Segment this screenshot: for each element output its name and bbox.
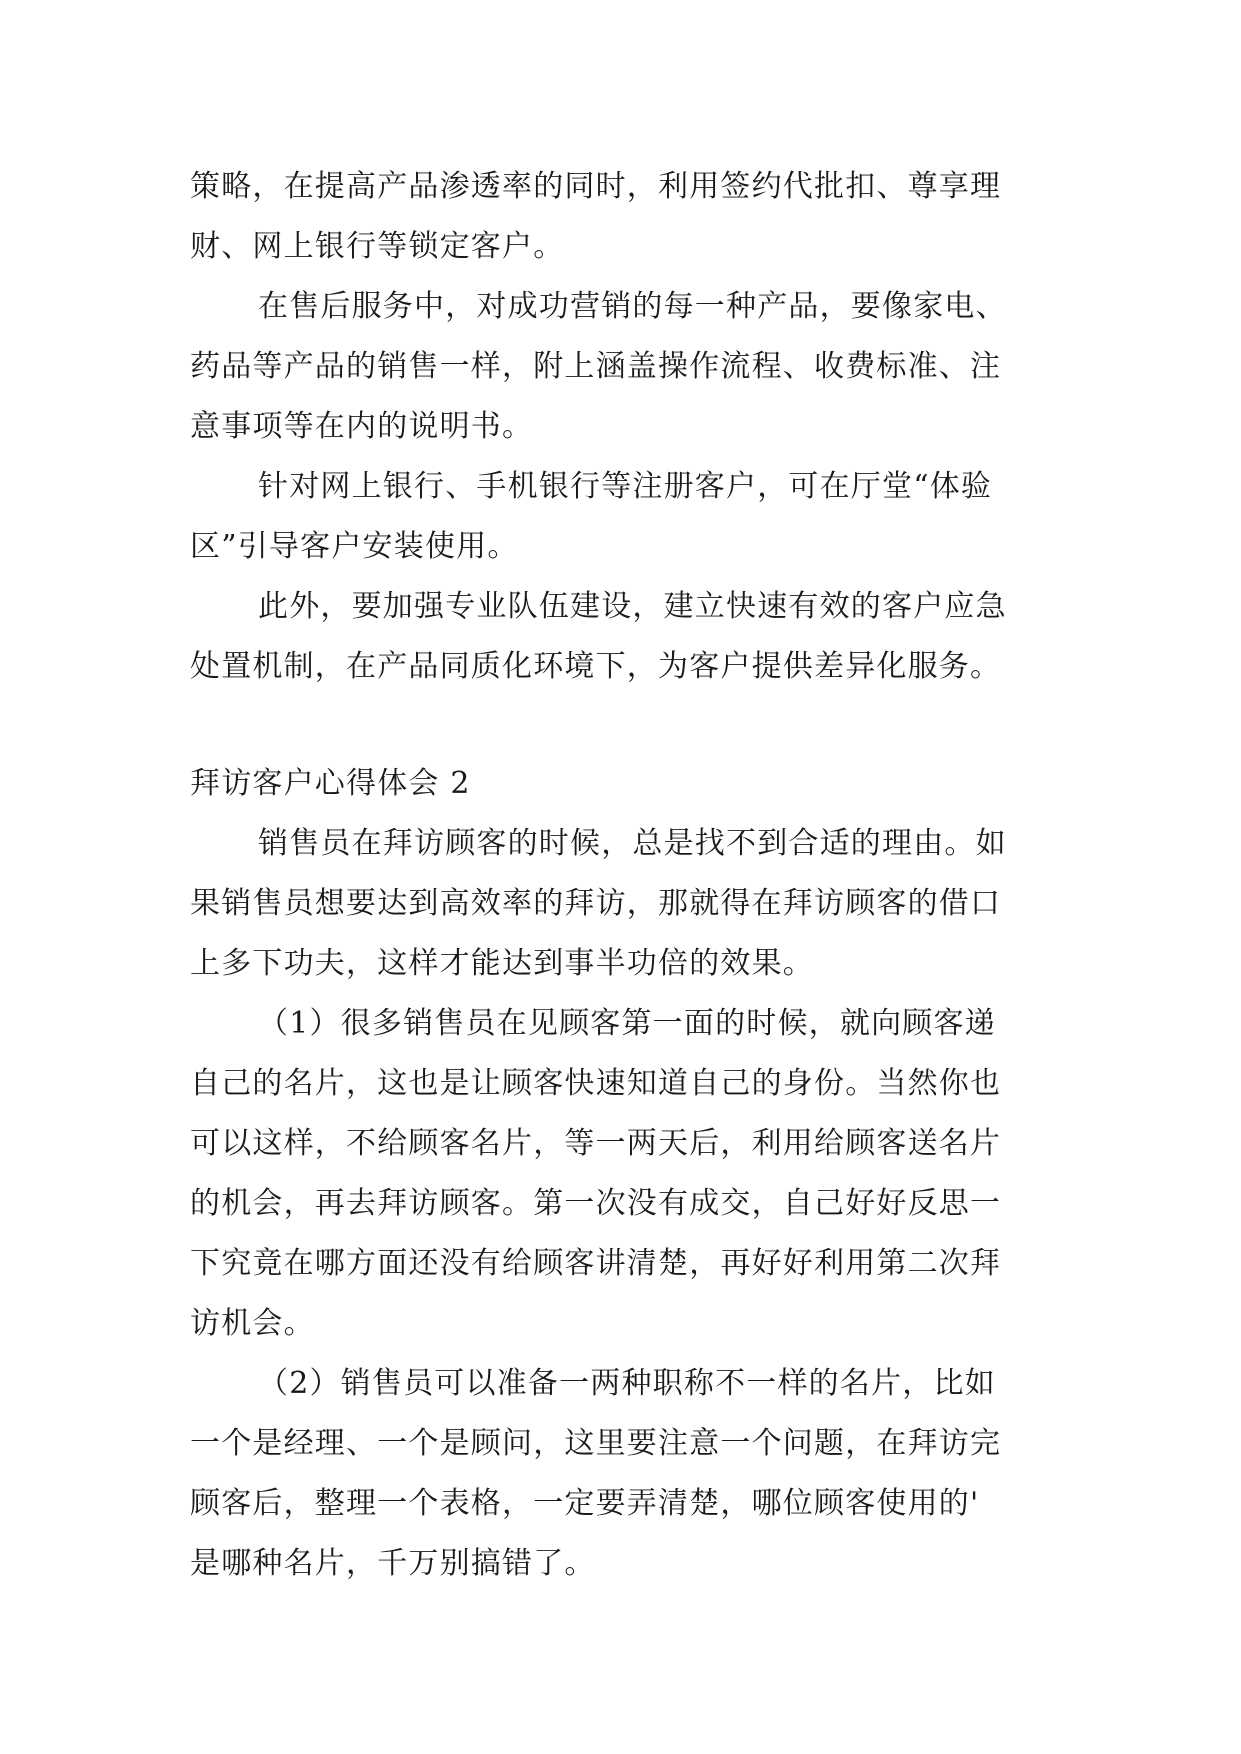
text-line: 果销售员想要达到高效率的拜访，那就得在拜访顾客的借口 (190, 886, 1002, 921)
text-line: 在售后服务中，对成功营销的每一种产品，要像家电、 (258, 289, 1007, 324)
text-line: 销售员在拜访顾客的时候，总是找不到合适的理由。如 (258, 826, 1007, 861)
text-line: 的机会，再去拜访顾客。第一次没有成交，自己好好反思一 (190, 1186, 1002, 1221)
text-line: 策略，在提高产品渗透率的同时，利用签约代批扣、尊享理 (190, 169, 1002, 204)
text-line: 访机会。 (190, 1306, 315, 1341)
text-line: 是哪种名片，千万别搞错了。 (190, 1546, 596, 1581)
paragraph (190, 277, 1058, 457)
text-line: 下究竟在哪方面还没有给顾客讲清楚，再好好利用第二次拜 (190, 1246, 1002, 1281)
text-line: 上多下功夫，这样才能达到事半功倍的效果。 (190, 946, 814, 981)
paragraph (190, 1354, 1058, 1594)
text-line: 针对网上银行、手机银行等注册客户，可在厅堂“体验 (258, 469, 993, 504)
text-line: （2）销售员可以准备一两种职称不一样的名片，比如 (258, 1366, 996, 1401)
section-spacer (190, 697, 1058, 754)
document-body (190, 157, 1058, 1594)
text-line: 顾客后，整理一个表格，一定要弄清楚，哪位顾客使用的' (190, 1486, 980, 1521)
paragraph (190, 577, 1058, 697)
paragraph (190, 157, 1058, 277)
text-line: （1）很多销售员在见顾客第一面的时候，就向顾客递 (258, 1006, 996, 1041)
section-heading: 拜访客户心得体会 2 (190, 766, 471, 801)
text-line: 此外，要加强专业队伍建设，建立快速有效的客户应急 (258, 589, 1007, 624)
paragraph (190, 814, 1058, 994)
text-line: 药品等产品的销售一样，附上涵盖操作流程、收费标准、注 (190, 349, 1002, 384)
paragraph (190, 457, 1058, 577)
text-line: 自己的名片，这也是让顾客快速知道自己的身份。当然你也 (190, 1066, 1002, 1101)
paragraph (190, 994, 1058, 1354)
text-line: 可以这样，不给顾客名片，等一两天后，利用给顾客送名片 (190, 1126, 1002, 1161)
text-line: 财、网上银行等锁定客户。 (190, 229, 565, 264)
text-line: 一个是经理、一个是顾问，这里要注意一个问题，在拜访完 (190, 1426, 1002, 1461)
text-line: 处置机制，在产品同质化环境下，为客户提供差异化服务。 (190, 649, 1002, 684)
text-line: 意事项等在内的说明书。 (190, 409, 534, 444)
text-line: 区”引导客户安装使用。 (190, 529, 519, 564)
